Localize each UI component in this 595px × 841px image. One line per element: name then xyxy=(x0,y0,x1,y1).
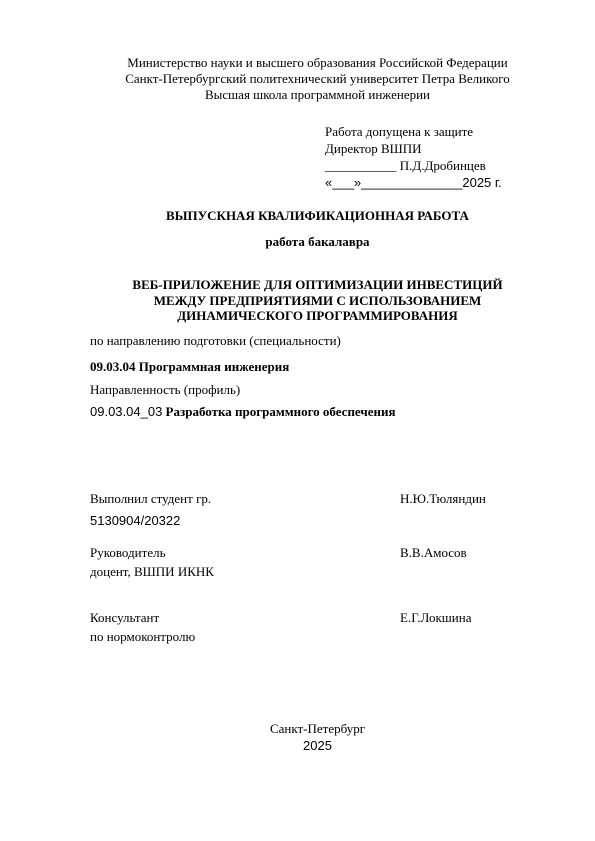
topic-line: ВЕБ-ПРИЛОЖЕНИЕ ДЛЯ ОПТИМИЗАЦИИ ИНВЕСТИЦИЙ xyxy=(132,277,503,292)
ministry-name: Министерство науки и высшего образования Российской Федерации xyxy=(127,55,508,70)
supervisor-block xyxy=(90,543,214,581)
student-group: 5130904/20322 xyxy=(90,513,181,528)
consultant-role: по нормоконтролю xyxy=(90,629,196,644)
profile-value xyxy=(90,404,396,420)
student-label: Выполнил студент гр. xyxy=(90,491,212,506)
profile-code: 09.03.04_03 xyxy=(90,404,163,419)
profile-name: Разработка программного обеспечения xyxy=(165,404,396,419)
profile-label: Направленность (профиль) xyxy=(90,382,241,397)
footer-city: Санкт-Петербург xyxy=(269,721,366,736)
direction-label: по направлению подготовки (специальности) xyxy=(90,333,341,348)
topic-line: ДИНАМИЧЕСКОГО ПРОГРАММИРОВАНИЯ xyxy=(177,308,458,323)
direction-value: 09.03.04 Программная инженерия xyxy=(90,359,290,374)
institution-header xyxy=(0,55,595,103)
approval-line-2: Директор ВШПИ xyxy=(325,141,422,156)
approval-stamp xyxy=(325,123,502,191)
supervisor-position: доцент, ВШПИ ИКНК xyxy=(90,564,214,579)
thesis-topic xyxy=(0,277,595,324)
approval-date-line: «___»______________2025 г. xyxy=(325,175,502,190)
student-name: Н.Ю.Тюляндин xyxy=(400,491,486,506)
topic-line: МЕЖДУ ПРЕДПРИЯТИЯМИ С ИСПОЛЬЗОВАНИЕМ xyxy=(153,292,482,308)
consultant-label: Консультант xyxy=(90,610,160,625)
consultant-block xyxy=(90,608,195,646)
supervisor-name: В.В.Амосов xyxy=(400,545,467,560)
consultant-name: Е.Г.Локшина xyxy=(400,610,472,625)
student-block xyxy=(90,489,211,530)
approval-line-1: Работа допущена к защите xyxy=(325,124,474,139)
footer-year: 2025 xyxy=(303,738,332,753)
supervisor-label: Руководитель xyxy=(90,545,166,560)
university-name: Санкт-Петербургский политехнический университет Петра Великого xyxy=(125,71,510,86)
approval-signature-line: ___________ П.Д.Дробинцев xyxy=(325,158,486,173)
degree-subtitle: работа бакалавра xyxy=(265,234,370,249)
work-type-title: ВЫПУСКНАЯ КВАЛИФИКАЦИОННАЯ РАБОТА xyxy=(166,208,469,223)
school-name: Высшая школа программной инженерии xyxy=(205,87,430,102)
page-footer xyxy=(0,720,595,754)
